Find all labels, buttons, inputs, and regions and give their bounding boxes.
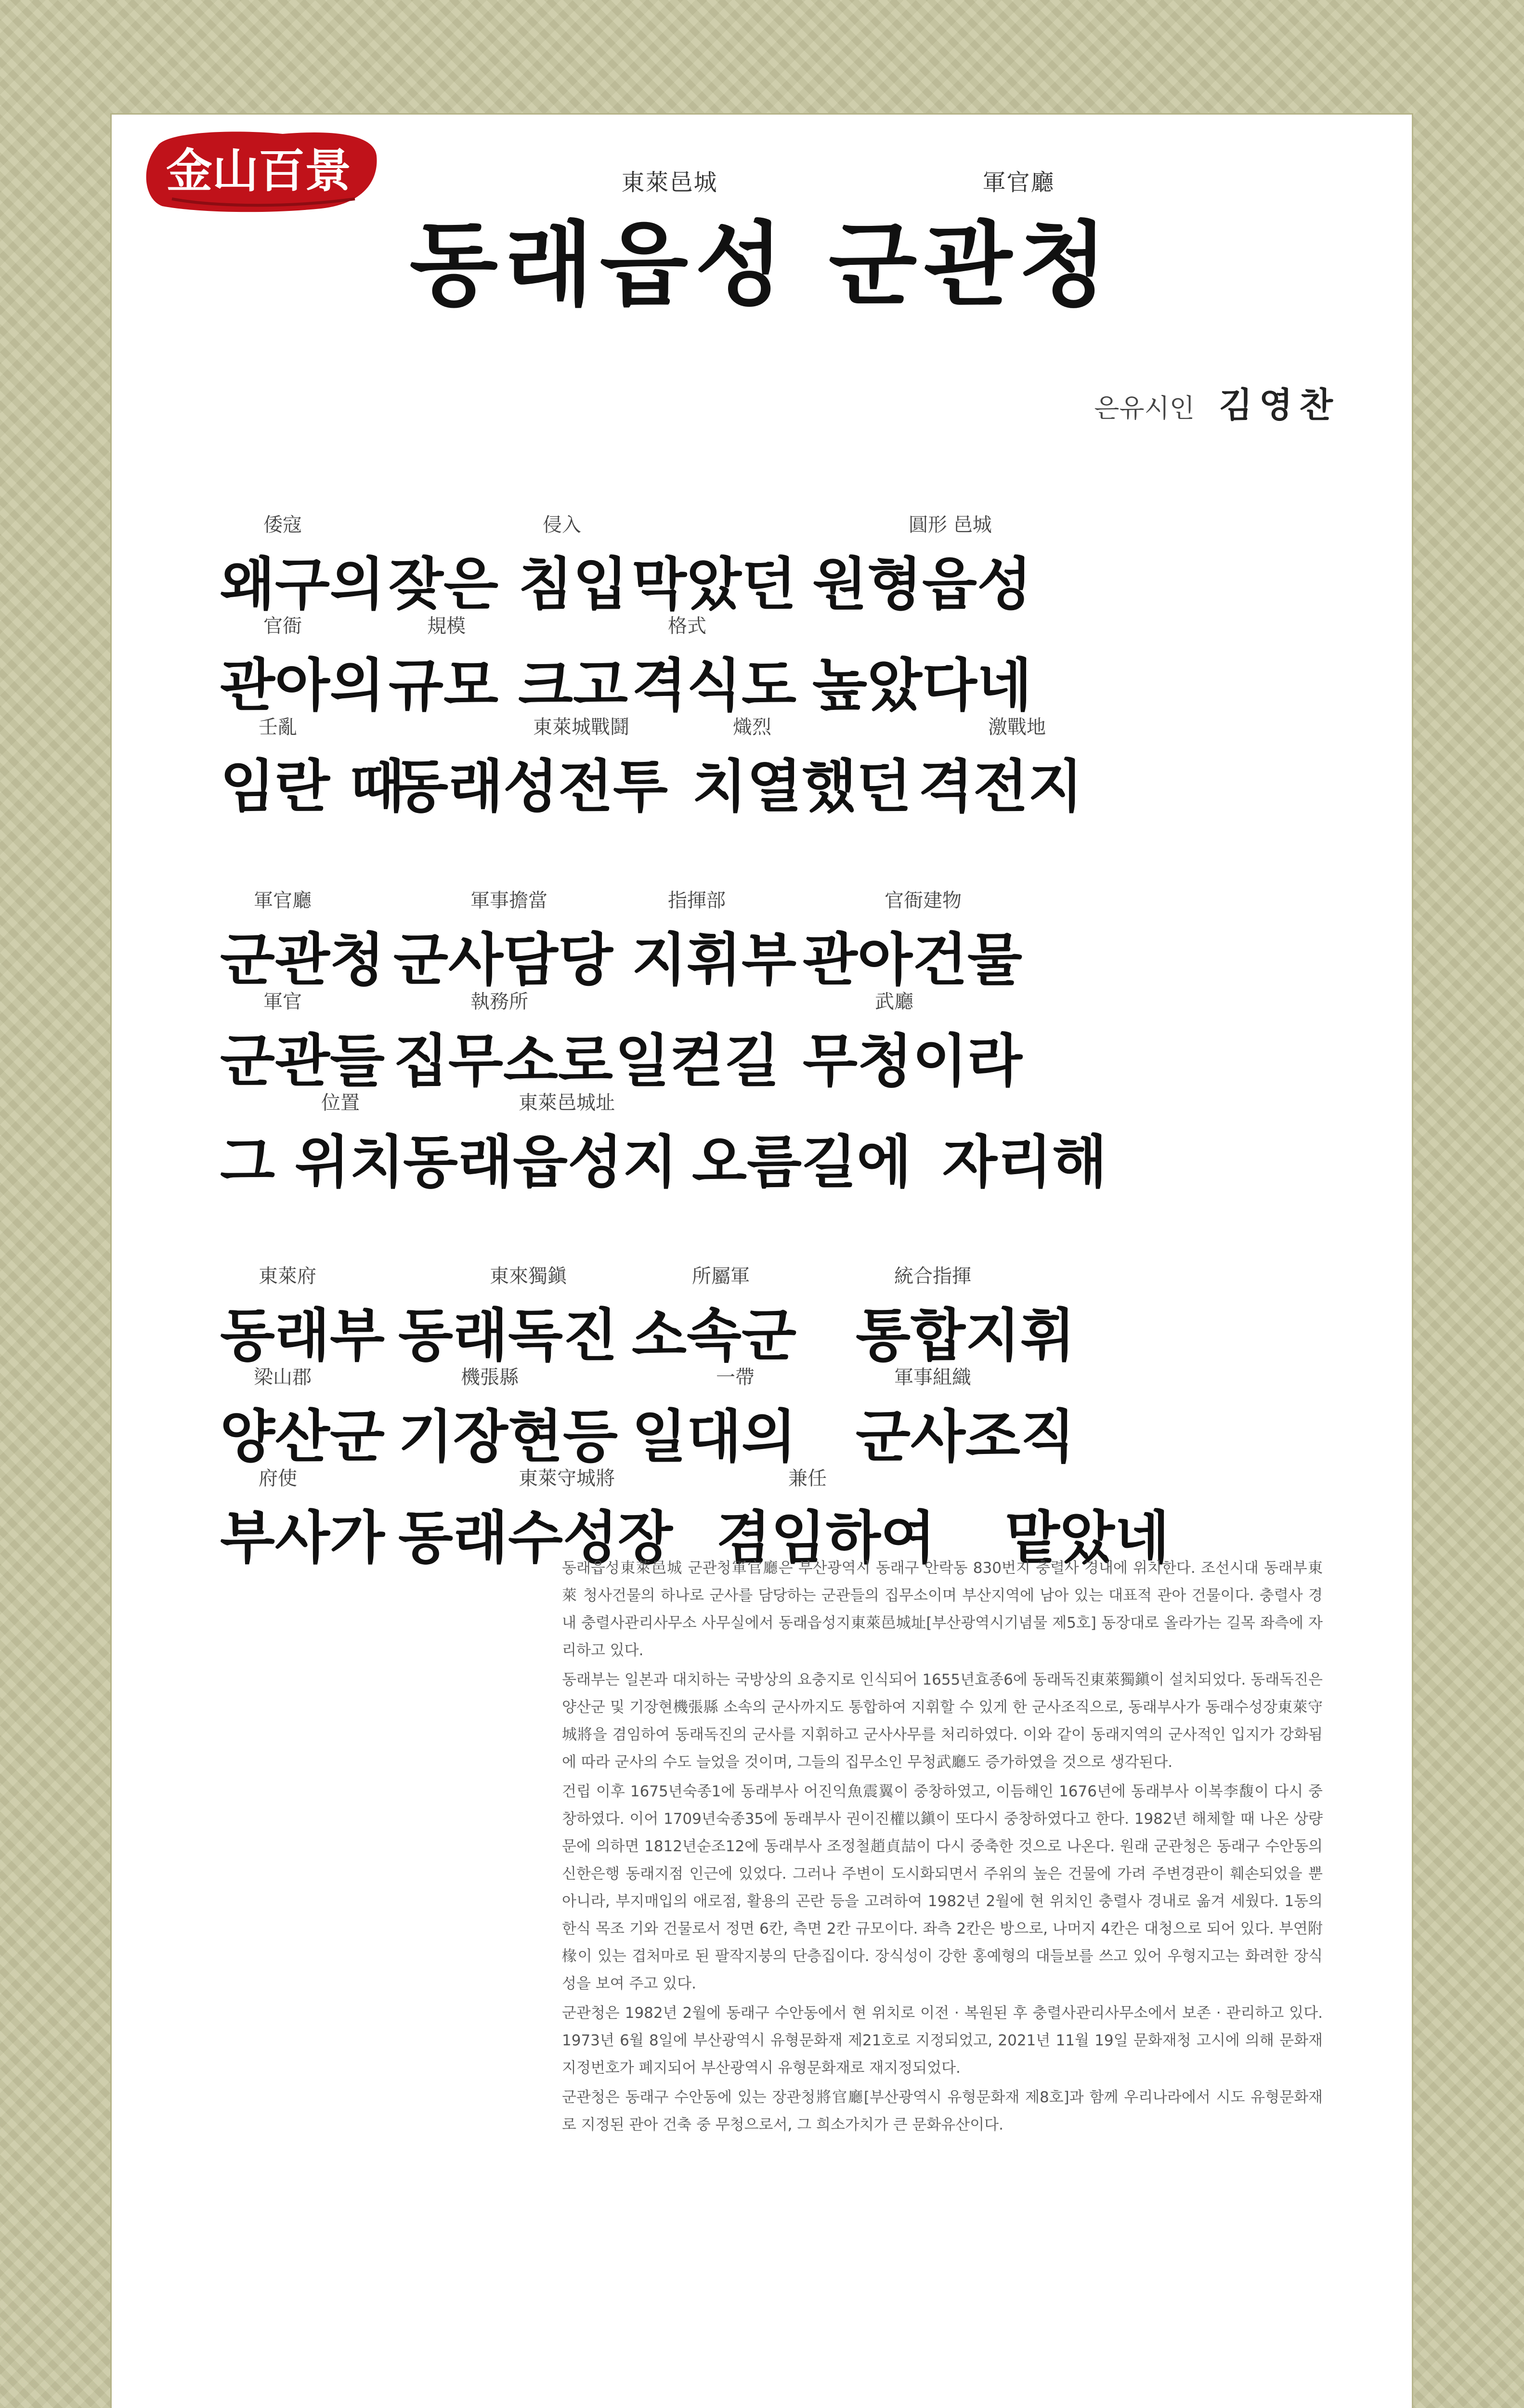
verse-word: 군사조직 xyxy=(856,1403,1075,1470)
poem-line xyxy=(220,1261,1328,1369)
hanja-annotation: 所屬軍 xyxy=(692,1265,750,1287)
verse-word: 왜구의 xyxy=(220,551,385,617)
author-name: 김영찬 xyxy=(1219,385,1340,425)
hanja-annotation: 統合指揮 xyxy=(894,1265,971,1287)
hanja-annotation: 軍官廳 xyxy=(254,890,312,912)
stanza xyxy=(220,885,1328,1195)
stanza xyxy=(220,510,1328,820)
verse-word: 동래수성장 xyxy=(398,1505,673,1571)
hanja-annotation: 圓形 邑城 xyxy=(909,514,992,536)
hanja-annotation: 倭寇 xyxy=(263,514,302,536)
hanja-annotation: 武廳 xyxy=(875,991,913,1013)
title-hanja-2: 軍官廳 xyxy=(982,169,1055,196)
hanja-annotation: 兼任 xyxy=(788,1467,827,1490)
description-paragraph: 동래읍성東萊邑城 군관청軍官廳은 부산광역시 동래구 안락동 830번지 충렬사 경내에 위치한다. 조선시대 동래부東萊 청사건물의 하나로 군사를 담당하는 군관들의 집무소이며 부산지역에 남아 있는 대표적 관아 건물이다. 충렬사 경내 충렬사관리사무소 사무실에서 동래읍성지東萊邑城址[부산광역시기념물 제5호] 동장대로 올라가는 길목 좌측에 자리하고 있다. xyxy=(562,1559,1323,1659)
verse-word: 동래부 xyxy=(220,1302,385,1369)
verse-word: 군관청 xyxy=(220,927,385,993)
hanja-annotation: 激戰地 xyxy=(988,716,1046,738)
verse-word: 자리해 xyxy=(942,1129,1107,1195)
verse-word: 겸임하여 xyxy=(716,1505,936,1571)
poem-body xyxy=(220,510,1328,1636)
verse-word: 임란 때 xyxy=(220,753,405,820)
verse-word: 맡았네 xyxy=(1005,1505,1170,1571)
verse-word: 집무소로 xyxy=(393,1028,613,1094)
description-paragraph: 건립 이후 1675년숙종1에 동래부사 어진익魚震翼이 중창하였고, 이듬해인 1676년에 동래부사 이복李馥이 다시 중창하였다. 이어 1709년숙종35에 동래부사 권이진權以鎭이 또다시 중창하였다고 한다. 1982년 해체할 때 나온 상량문에 의하면 1812년순조12에 동래부사 조정철趙貞喆이 다시 중축한 것으로 나온다. 원래 군관청은 동래구 수안동의 신한은행 동래지점 인근에 있었다. 그러나 주변이 도시화되면서 주위의 높은 건물에 가려 주변경관이 훼손되었을 뿐 아니라, 부지매입의 애로점, 활용의 곤란 등을 고려하여 1982년 2월에 현 위치인 충렬사 경내로 옮겨 세웠다. 1동의 한식 목조 기와 건물로서 정면 6칸, 측면 2칸 규모이다. 좌측 2칸은 방으로, 나머지 4칸은 대청으로 되어 있다. 부연附椽이 있는 겹처마로 된 팔작지붕의 단층집이다. 장식성이 강한 홍예형의 대들보를 쓰고 있어 우형지고는 화려한 장식성을 보여 주고 있다. xyxy=(562,1783,1323,1992)
poem-line xyxy=(220,885,1328,993)
hanja-annotation: 侵入 xyxy=(543,514,581,536)
hanja-annotation: 執務所 xyxy=(470,991,528,1013)
description-paragraph: 군관청은 동래구 수안동에 있는 장관청將官廳[부산광역시 유형문화재 제8호]과 함께 우리나라에서 시도 유형문화재로 지정된 관아 건축 중 무청으로서, 그 희소가치가 큰 문화유산이다. xyxy=(562,2089,1323,2133)
logo-text: 金山百景 xyxy=(166,144,351,198)
hanja-annotation: 一帶 xyxy=(716,1366,755,1388)
history-description xyxy=(562,1555,1323,2141)
verse-word: 일대의 xyxy=(632,1403,796,1470)
stanza xyxy=(220,1261,1328,1571)
verse-word: 부사가 xyxy=(220,1505,385,1571)
description-paragraph: 동래부는 일본과 대치하는 국방상의 요충지로 인식되어 1655년효종6에 동래독진東萊獨鎭이 설치되었다. 동래독진은 양산군 및 기장현機張縣 소속의 군사까지도 통합하여 지휘할 수 있게 한 군사조직으로, 동래부사가 동래수성장東萊守城將을 겸임하여 동래독진의 군사를 지휘하고 군사사무를 처리하였다. 이와 같이 동래지역의 군사적인 입지가 강화됨에 따라 군사의 수도 늘었을 것이며, 그들의 집무소인 무청武廳도 증가하였을 것으로 생각된다. xyxy=(562,1671,1323,1771)
verse-word: 일컫길 xyxy=(615,1028,780,1094)
verse-word: 규모 크고 xyxy=(389,652,628,719)
gungwancheong-illustration xyxy=(112,2137,1412,2408)
verse-word: 그 위치 xyxy=(220,1129,405,1195)
verse-word: 군사담당 xyxy=(393,927,613,993)
hanja-annotation: 位置 xyxy=(321,1092,360,1114)
hanja-annotation: 規模 xyxy=(427,615,466,637)
verse-word: 관아건물 xyxy=(803,927,1022,993)
verse-word: 기장현등 xyxy=(398,1403,618,1470)
hanja-annotation: 軍事擔當 xyxy=(470,890,547,912)
hanja-annotation: 東萊府 xyxy=(259,1265,316,1287)
hanja-annotation: 梁山郡 xyxy=(254,1366,312,1388)
poem-line xyxy=(220,986,1328,1094)
verse-word: 관아의 xyxy=(220,652,385,719)
verse-word: 막았던 xyxy=(632,551,796,617)
verse-word: 오름길에 xyxy=(692,1129,912,1195)
verse-word: 통합지휘 xyxy=(856,1302,1075,1369)
poem-line xyxy=(220,1463,1328,1571)
hanja-annotation: 東來獨鎭 xyxy=(490,1265,567,1287)
verse-word: 지휘부 xyxy=(632,927,796,993)
poem-line xyxy=(220,1362,1328,1470)
poem-line xyxy=(220,510,1328,617)
author-role: 은유시인 xyxy=(1094,393,1195,423)
verse-word: 동래독진 xyxy=(398,1302,618,1369)
verse-word: 동래성전투 xyxy=(393,753,668,820)
hanja-annotation: 機張縣 xyxy=(461,1366,519,1388)
title-text: 동래읍성 군관청 xyxy=(409,212,1114,318)
hanja-annotation: 官衙 xyxy=(263,615,302,637)
hanja-annotation: 指揮部 xyxy=(668,890,726,912)
verse-word: 소속군 xyxy=(632,1302,796,1369)
hanja-annotation: 熾烈 xyxy=(733,716,771,738)
verse-word: 치열했던 xyxy=(692,753,912,820)
hanja-annotation: 府使 xyxy=(259,1467,297,1490)
hanja-annotation: 東萊城戰鬪 xyxy=(533,716,629,738)
hanja-annotation: 東萊邑城址 xyxy=(519,1092,615,1114)
author-line xyxy=(1094,377,1340,427)
verse-word: 높았다네 xyxy=(812,652,1032,719)
verse-word: 원형읍성 xyxy=(812,551,1032,617)
verse-word: 잦은 침입 xyxy=(389,551,628,617)
verse-word: 동래읍성지 xyxy=(403,1129,677,1195)
hanja-annotation: 東萊守城將 xyxy=(519,1467,615,1490)
verse-word: 양산군 xyxy=(220,1403,385,1470)
hanja-annotation: 格式 xyxy=(668,615,706,637)
verse-word: 격전지 xyxy=(918,753,1083,820)
hanja-annotation: 壬亂 xyxy=(259,716,297,738)
poster-paper xyxy=(112,115,1412,2408)
verse-word: 군관들 xyxy=(220,1028,385,1094)
hanja-annotation: 軍官 xyxy=(263,991,302,1013)
description-paragraph: 군관청은 1982년 2월에 동래구 수안동에서 현 위치로 이전 · 복원된 후 충렬사관리사무소에서 보존 · 관리하고 있다. 1973년 6월 8일에 부산광역시 유형문화재 제21호로 지정되었고, 2021년 11월 19일 문화재청 고시에 의해 문화재 지정번호가 폐지되어 부산광역시 유형문화재로 재지정되었다. xyxy=(562,2004,1323,2077)
poem-line xyxy=(220,611,1328,719)
hanja-annotation: 官衙建物 xyxy=(885,890,962,912)
title-hanja-1: 東萊邑城 xyxy=(621,169,718,196)
poem-title xyxy=(409,169,1114,323)
verse-word: 무청이라 xyxy=(803,1028,1022,1094)
verse-word: 격식도 xyxy=(632,652,796,719)
poem-line xyxy=(220,712,1328,820)
hanja-annotation: 軍事組織 xyxy=(894,1366,971,1388)
poem-line xyxy=(220,1087,1328,1195)
